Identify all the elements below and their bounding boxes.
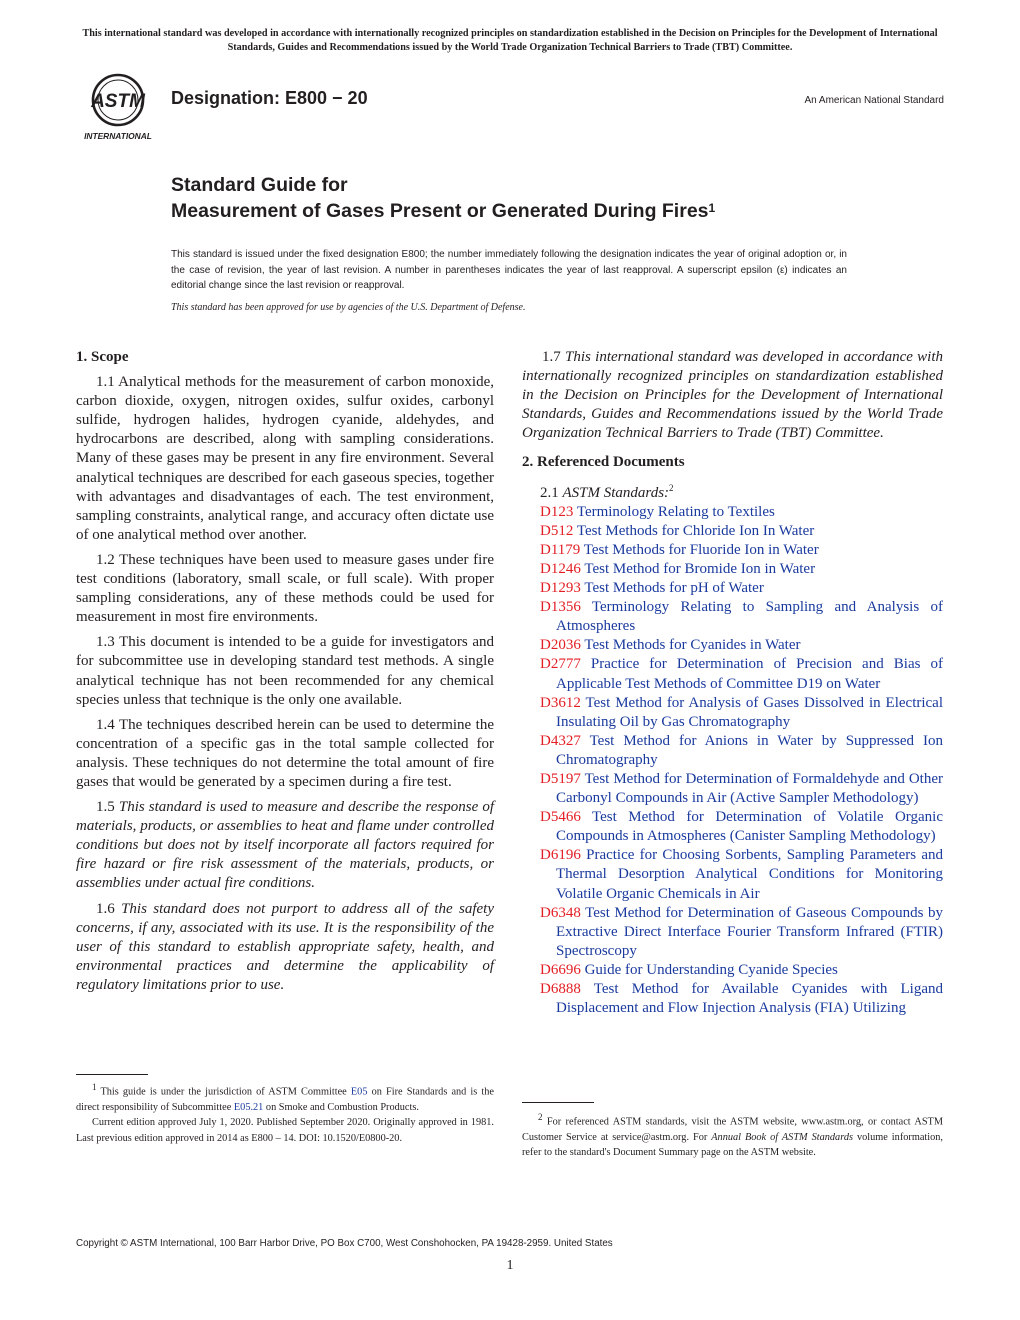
footnote-2: $^2$ For referenced ASTM standards, visit the ASTM website, www.astm.org, or contact ASTM Customer Service at service@astm.org. For Annual Book of ASTM Standards volume information, refer to the standard's Document Summary page on the ASTM website. xyxy=(522,1112,944,1159)
designation: Designation: E800 − 20 xyxy=(171,88,368,108)
reference-code-link[interactable]: D6888 xyxy=(540,981,581,997)
reference-title-link[interactable]: Test Method for Determination of Gaseous Compounds by Extractive Direct Interface Fourier Transform Infrared (FTIR) Spectroscopy xyxy=(556,904,943,959)
astm-logo xyxy=(76,70,160,142)
logo-letters: ASTM xyxy=(91,91,145,112)
reference-code-link[interactable]: D1293 xyxy=(540,580,581,597)
reference-title-link[interactable]: Test Methods for Chloride Ion In Water xyxy=(576,522,815,539)
paragraph-1-6: 1.6 This standard does not purport to address all of the safety concerns, if any, associated with its use. It is the responsibility of the user of this standard to establish appropriate safety, health, and environmental practices and determine the applicability of regulatory limitations prior to use. xyxy=(76,900,495,993)
reference-code-link[interactable]: D1179 xyxy=(540,541,581,558)
reference-item xyxy=(522,846,943,903)
reference-item xyxy=(522,598,943,636)
footnote-1: $^1$ This guide is under the jurisdiction of ASTM Committee E05 on Fire Standards and is the direct responsibility of Subcommittee E05.21 on Smoke and Combustion Products. Current edition approved July 1, 2020. Published September 2020. Originally approved in 1981. Last previous edition approved in 2014 as E800 – 14. DOI: 10.1520/E0800-20. xyxy=(76,1082,494,1144)
reference-title-link[interactable]: Test Method for Analysis of Gases Dissolved in Electrical Insulating Oil by Gas Chromatography xyxy=(556,694,944,730)
reference-item xyxy=(522,503,943,522)
reference-code-link[interactable]: D3612 xyxy=(540,694,581,711)
reference-code-link[interactable]: D1356 xyxy=(540,599,581,616)
reference-title-link[interactable]: Test Method for Available Cyanides with Ligand Displacement and Flow Injection Analysis (FIA) Utilizing xyxy=(556,981,944,1017)
reference-item xyxy=(522,636,943,655)
reference-code-link[interactable]: D5466 xyxy=(540,809,581,826)
reference-code-link[interactable]: D2036 xyxy=(540,637,581,654)
logo-org: INTERNATIONAL xyxy=(84,131,152,141)
reference-title-link[interactable]: Terminology Relating to Sampling and Analysis of Atmospheres xyxy=(556,599,943,635)
reference-title-link[interactable]: Test Method for Determination of Formaldehyde and Other Carbonyl Compounds in Air (Active Sampler Methodology) xyxy=(556,770,943,807)
footnote-rule-right xyxy=(522,1102,594,1103)
reference-title-link[interactable]: Terminology Relating to Textiles xyxy=(576,503,775,520)
reference-item xyxy=(522,904,943,961)
reference-item xyxy=(522,522,943,541)
copyright-line: Copyright © ASTM International, 100 Barr Harbor Drive, PO Box C700, West Conshohocken, PA 19428-2959. United States xyxy=(76,1238,613,1249)
reference-code-link[interactable]: D1246 xyxy=(540,560,581,577)
reference-item xyxy=(522,808,943,846)
reference-code-link[interactable]: D4327 xyxy=(540,732,581,749)
reference-item xyxy=(522,655,943,693)
reference-item xyxy=(522,694,943,732)
paragraph-1-2: 1.2 These techniques have been used to measure gases under fire test conditions (laboratory, small scale, or full scale). With proper sampling considerations, any of these methods could be used for measurement in most fire environments. xyxy=(76,551,494,626)
reference-title-link[interactable]: Test Methods for Fluoride Ion in Water xyxy=(583,541,819,558)
dod-approval-note: This standard has been approved for use by agencies of the U.S. Department of Defense. xyxy=(171,302,526,313)
reference-title-link[interactable]: Test Method for Determination of Volatile Organic Compounds in Atmospheres (Canister Sampling Methodology) xyxy=(556,809,943,845)
paragraph-1-7: 1.7 This international standard was developed in accordance with internationally recognized principles on standardization established in the Decision on Principles for the Development of International Standards, Guides and Recommendations issued by the World Trade Organization Technical Barriers to Trade (TBT) Committee. xyxy=(522,349,943,442)
reference-item xyxy=(522,560,943,579)
paragraph-1-3: 1.3 This document is intended to be a guide for investigators and for subcommittee use in developing standard test methods. A single analytical technique has not been recommended for any chemical species unless that technique is the only one available. xyxy=(76,634,494,708)
reference-item xyxy=(522,541,943,560)
astm-standards-subheading: 2.1 ASTM Standards:$^2$ xyxy=(540,482,674,501)
title-line2: Measurement of Gases Present or Generated During Fires$^1$ xyxy=(171,200,716,222)
wto-notice: This international standard was developed in accordance with internationally recognized principles on standardization established in the Decision on Principles for the Development of International Standards, Guides and Recommendations issued by the World Trade Organization Technical Barriers to Trade (TBT) Committee. xyxy=(82,28,938,53)
reference-code-link[interactable]: D6348 xyxy=(540,904,581,921)
subcommittee-e05-21-link[interactable]: E05.21 xyxy=(233,1101,264,1113)
reference-title-link[interactable]: Practice for Choosing Sorbents, Sampling Parameters and Thermal Desorption Analytical Conditions for Monitoring Volatile Organic Chemicals in Air xyxy=(556,847,943,902)
title-footnote-mark: 1 xyxy=(708,201,716,215)
document-title xyxy=(171,172,715,224)
left-column xyxy=(76,348,494,1001)
reference-item xyxy=(522,732,943,770)
reference-title-link[interactable]: Test Method for Bromide Ion in Water xyxy=(584,560,816,577)
reference-item xyxy=(522,770,943,808)
reference-code-link[interactable]: D5197 xyxy=(540,770,581,787)
section-heading-scope: 1. Scope xyxy=(76,349,129,365)
reference-title-link[interactable]: Guide for Understanding Cyanide Species xyxy=(584,961,838,978)
section-heading-referenced-documents: 2. Referenced Documents xyxy=(522,454,685,471)
national-standard-label: An American National Standard xyxy=(804,95,944,106)
right-column xyxy=(522,348,943,1018)
reference-item xyxy=(522,961,943,980)
page-number: 1 xyxy=(506,1258,514,1273)
footnote-rule-left xyxy=(76,1074,148,1075)
reference-title-link[interactable]: Test Methods for pH of Water xyxy=(584,580,764,597)
paragraph-1-1: 1.1 Analytical methods for the measurement of carbon monoxide, carbon dioxide, oxygen, nitrogen oxides, sulfur oxides, carbonyl sulfide, hydrogen halides, hydrogen cyanide, aldehydes, and hydrocarbons are described, along with sampling considerations. Many of these gases may be present in any fire environment. Several analytical techniques are described for each gaseous species, together with advantages and disadvantages of each. The test environment, sampling constraints, analytical range, and accuracy often dictate use of one analytical method over another. xyxy=(76,374,494,543)
committee-e05-link[interactable]: E05 xyxy=(350,1086,368,1098)
title-line1: Standard Guide for xyxy=(171,174,348,196)
reference-code-link[interactable]: D6196 xyxy=(540,847,581,864)
referenced-standards-list xyxy=(522,503,943,1019)
reference-code-link[interactable]: D2777 xyxy=(540,656,581,673)
reference-code-link[interactable]: D6696 xyxy=(540,961,581,978)
reference-item xyxy=(522,579,943,598)
reference-title-link[interactable]: Test Methods for Cyanides in Water xyxy=(584,637,801,654)
paragraph-1-5: 1.5 This standard is used to measure and describe the response of materials, products, or assemblies to heat and flame under controlled conditions but does not by itself incorporate all factors required for fire hazard or fire risk assessment of the materials, products, or assemblies under actual fire conditions. xyxy=(76,799,494,892)
reference-title-link[interactable]: Test Method for Anions in Water by Suppressed Ion Chromatography xyxy=(556,732,943,768)
reference-item xyxy=(522,980,943,1018)
reference-code-link[interactable]: D123 xyxy=(540,503,574,520)
reference-title-link[interactable]: Practice for Determination of Precision and Bias of Applicable Test Methods of Committee D19 on Water xyxy=(556,656,943,692)
paragraph-1-4: 1.4 The techniques described herein can be used to determine the concentration of a specific gas in the total sample collected for analysis. These techniques do not determine the total amount of fire gases that would be generated by a specimen during a fire test. xyxy=(76,716,494,790)
reference-code-link[interactable]: D512 xyxy=(540,522,574,539)
issuance-note: This standard is issued under the fixed designation E800; the number immediately following the designation indicates the year of original adoption or, in the case of revision, the year of last revision. A number in parentheses indicates the year of last reapproval. A superscript epsilon (ε) indicates an editorial change since the last revision or reapproval. xyxy=(171,249,847,291)
